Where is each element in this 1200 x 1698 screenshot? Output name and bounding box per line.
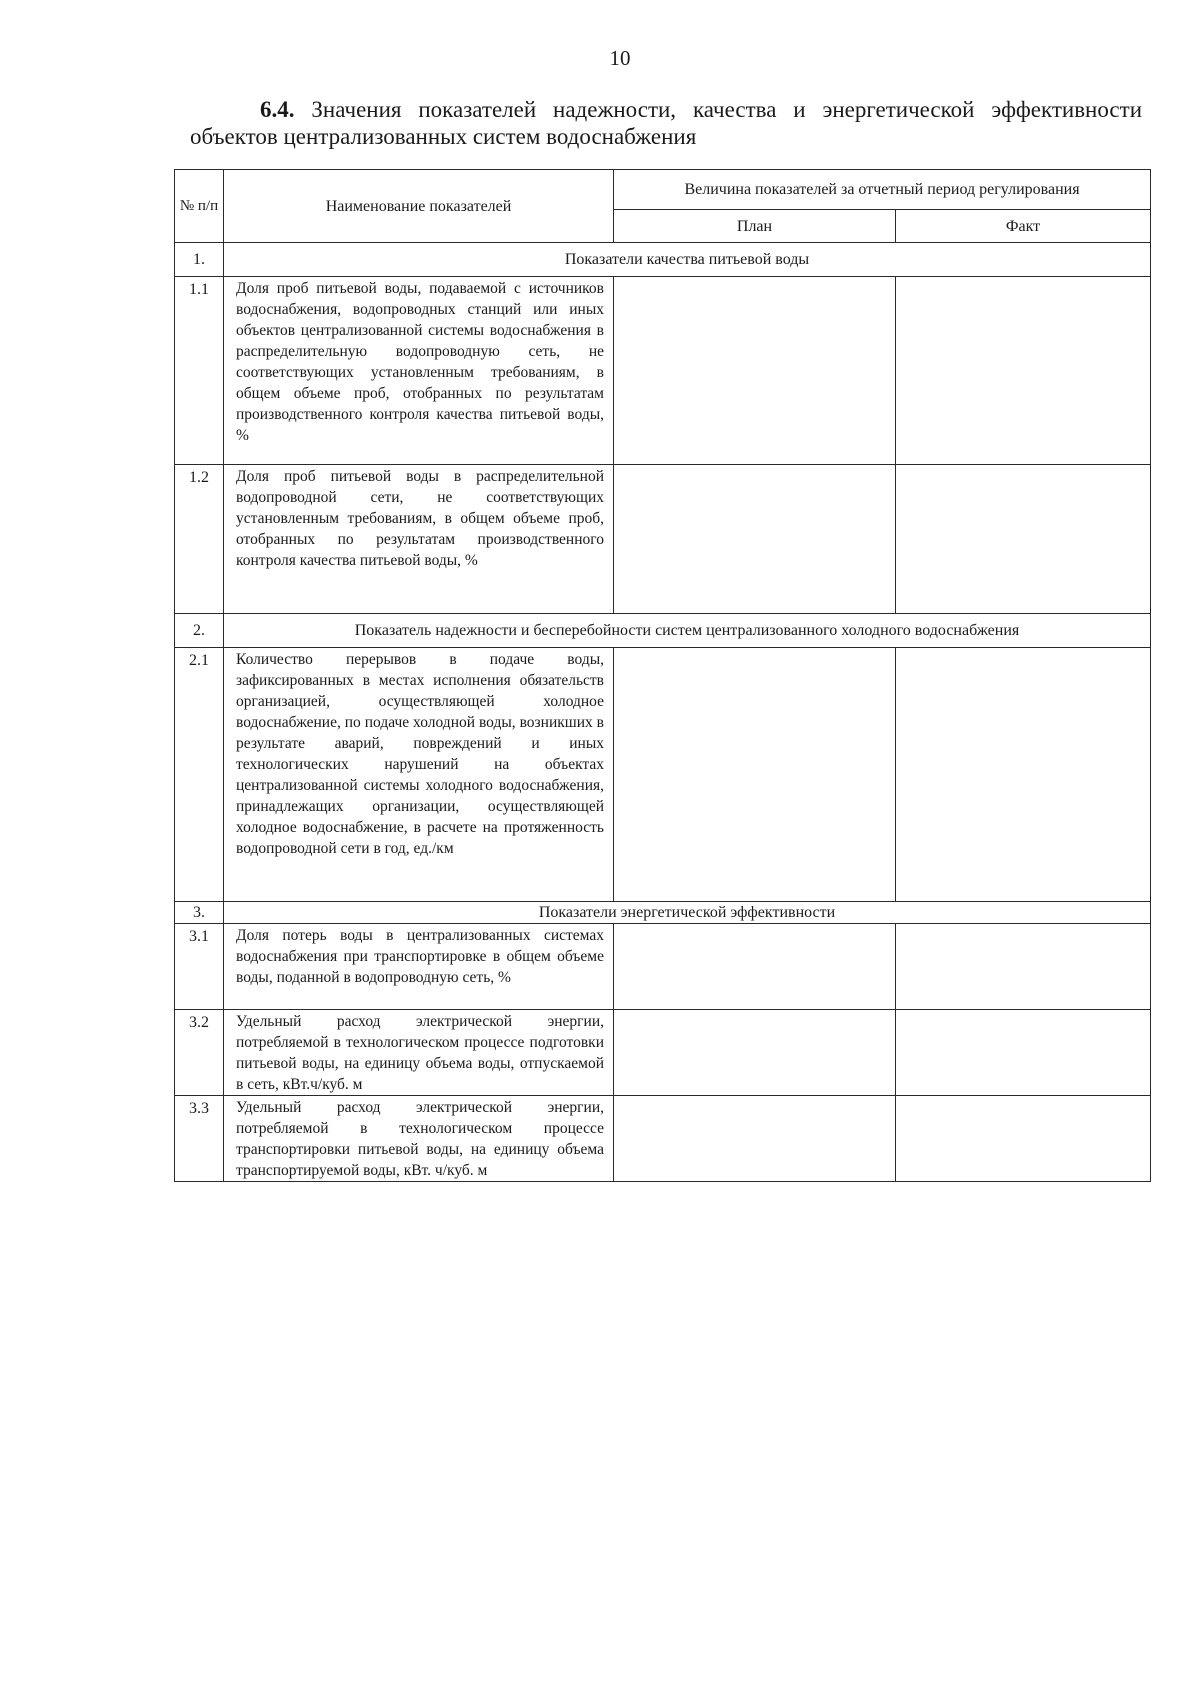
fact-value-cell bbox=[896, 1096, 1151, 1182]
section-title-cell: Показатель надежности и бесперебойности систем централизованного холодного водоснабжения bbox=[224, 614, 1151, 648]
row-name-cell: Доля потерь воды в централизованных системах водоснабжения при транспортировке в общем объеме воды, поданной в водопроводную сеть, % bbox=[224, 924, 614, 1010]
section-row bbox=[175, 614, 1151, 648]
row-number-cell: 1.2 bbox=[175, 465, 224, 614]
row-number-cell: 3.1 bbox=[175, 924, 224, 1010]
header-plan-column: План bbox=[614, 210, 896, 243]
row-number-cell: 3.3 bbox=[175, 1096, 224, 1182]
row-number-cell: 1.1 bbox=[175, 277, 224, 465]
section-number-cell: 3. bbox=[175, 902, 224, 924]
section-title: Значения показателей надежности, качества и энергетической эффективности объектов централизованных систем водоснабжения bbox=[190, 97, 1142, 149]
header-name-column: Наименование показателей bbox=[224, 170, 614, 243]
plan-value-cell bbox=[614, 1096, 896, 1182]
page-number: 10 bbox=[609, 46, 631, 70]
row-name-cell: Удельный расход электрической энергии, потребляемой в технологическом процессе транспортировки питьевой воды, на единицу объема транспортируемой воды, кВт. ч/куб. м bbox=[224, 1096, 614, 1182]
table-header-row bbox=[175, 170, 1151, 210]
table-row bbox=[175, 648, 1151, 902]
row-name-cell: Доля проб питьевой воды в распределительной водопроводной сети, не соответствующих установленным требованиям, в общем объеме проб, отобранных по результатам производственного контроля качества питьевой воды, % bbox=[224, 465, 614, 614]
section-title-cell: Показатели энергетической эффективности bbox=[224, 902, 1151, 924]
header-fact-column: Факт bbox=[896, 210, 1151, 243]
fact-value-cell bbox=[896, 277, 1151, 465]
fact-value-cell bbox=[896, 924, 1151, 1010]
header-value-group: Величина показателей за отчетный период регулирования bbox=[614, 170, 1151, 210]
table-row bbox=[175, 1096, 1151, 1182]
plan-value-cell bbox=[614, 277, 896, 465]
plan-value-cell bbox=[614, 924, 896, 1010]
table-row bbox=[175, 924, 1151, 1010]
section-number-cell: 2. bbox=[175, 614, 224, 648]
section-number-cell: 1. bbox=[175, 243, 224, 277]
plan-value-cell bbox=[614, 648, 896, 902]
section-number: 6.4. bbox=[260, 97, 295, 122]
header-number-column: № п/п bbox=[175, 170, 224, 243]
row-number-cell: 3.2 bbox=[175, 1010, 224, 1096]
table-row bbox=[175, 1010, 1151, 1096]
row-name-cell: Удельный расход электрической энергии, потребляемой в технологическом процессе подготовки питьевой воды, на единицу объема воды, отпускаемой в сеть, кВт.ч/куб. м bbox=[224, 1010, 614, 1096]
plan-value-cell bbox=[614, 465, 896, 614]
row-number-cell: 2.1 bbox=[175, 648, 224, 902]
fact-value-cell bbox=[896, 465, 1151, 614]
indicators-table bbox=[174, 169, 1151, 1182]
plan-value-cell bbox=[614, 1010, 896, 1096]
section-row bbox=[175, 243, 1151, 277]
section-title-cell: Показатели качества питьевой воды bbox=[224, 243, 1151, 277]
fact-value-cell bbox=[896, 648, 1151, 902]
section-heading bbox=[190, 96, 1142, 150]
section-row bbox=[175, 902, 1151, 924]
fact-value-cell bbox=[896, 1010, 1151, 1096]
table-row bbox=[175, 277, 1151, 465]
table-row bbox=[175, 465, 1151, 614]
row-name-cell: Количество перерывов в подаче воды, зафиксированных в местах исполнения обязательств организацией, осуществляющей холодное водоснабжение, по подаче холодной воды, возникших в результате аварий, повреждений и иных технологических нарушений на объектах централизованной системы холодного водоснабжения, принадлежащих организации, осуществляющей холодное водоснабжение, в расчете на протяженность водопроводной сети в год, ед./км bbox=[224, 648, 614, 902]
row-name-cell: Доля проб питьевой воды, подаваемой с источников водоснабжения, водопроводных станций или иных объектов централизованной системы водоснабжения в распределительную водопроводную сеть, не соответствующих установленным требованиям, в общем объеме проб, отобранных по результатам производственного контроля качества питьевой воды, % bbox=[224, 277, 614, 465]
